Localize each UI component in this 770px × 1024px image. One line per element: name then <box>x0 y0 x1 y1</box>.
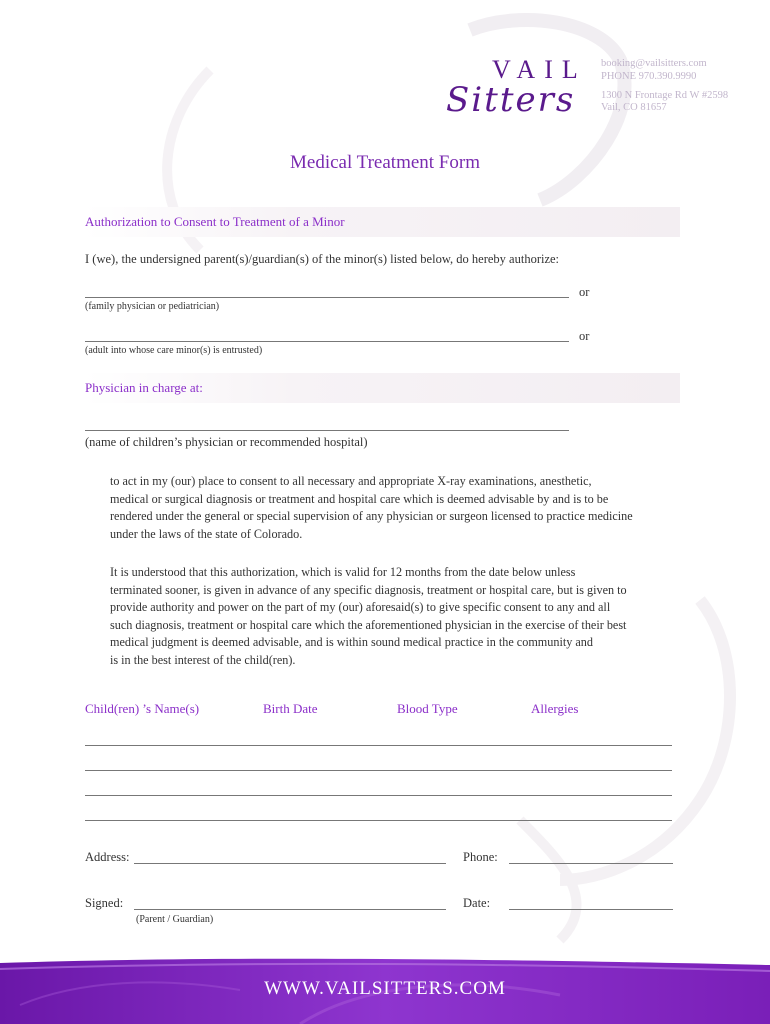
child-row-line[interactable] <box>85 770 672 771</box>
adult-caretaker-field[interactable] <box>85 341 569 342</box>
contact-email: booking@vailsitters.com <box>601 58 707 69</box>
footer-website-link[interactable]: WWW.VAILSITTERS.COM <box>264 978 506 999</box>
signature-field[interactable] <box>134 909 446 910</box>
paragraph-line: rendered under the general or special supervision of any physician or surgeon licensed to practice medicine <box>110 509 633 524</box>
paragraph-line: is in the best interest of the child(ren). <box>110 652 296 667</box>
or-label-1: or <box>579 285 590 299</box>
paragraph-line: terminated sooner, is given in advance of any specific diagnosis, treatment or hospital care, but is given to <box>110 582 627 597</box>
column-header-blood-type: Blood Type <box>397 701 458 716</box>
paragraph-line: such diagnosis, treatment or hospital care which the aforementioned physician in the exercise of their best <box>110 617 627 632</box>
column-header-allergies: Allergies <box>531 701 579 716</box>
physician-field[interactable] <box>85 297 569 298</box>
caption-family-physician: (family physician or pediatrician) <box>85 301 220 312</box>
authorization-paragraph <box>110 473 670 543</box>
phone-field[interactable] <box>509 863 673 864</box>
phone-label: Phone: <box>463 850 498 864</box>
logo-sitters: Sitters <box>446 80 576 120</box>
paragraph-line: provide authority and power on the part of my (our) aforesaid(s) to give specific consent to any and all <box>110 600 611 615</box>
address-field[interactable] <box>134 863 446 864</box>
paragraph-line: medical or surgical diagnosis or treatment and hospital care which is deemed advisable by and is to be <box>110 491 609 506</box>
validity-paragraph <box>110 564 670 670</box>
child-row-line[interactable] <box>85 820 672 821</box>
contact-address-line2: Vail, CO 81657 <box>601 102 667 113</box>
contact-phone: PHONE 970.390.9990 <box>601 71 697 82</box>
child-row-line[interactable] <box>85 795 672 796</box>
date-field[interactable] <box>509 909 673 910</box>
child-row-line[interactable] <box>85 745 672 746</box>
paragraph-line: It is understood that this authorization, which is valid for 12 months from the date below unless <box>110 565 576 579</box>
signed-label: Signed: <box>85 896 124 910</box>
or-label-2: or <box>579 329 590 343</box>
date-label: Date: <box>463 896 491 910</box>
physician-hospital-field[interactable] <box>85 430 569 431</box>
column-header-child-name: Child(ren) ’s Name(s) <box>85 701 200 716</box>
column-header-birth-date: Birth Date <box>263 701 318 716</box>
form-title: Medical Treatment Form <box>290 152 480 173</box>
caption-adult-caretaker: (adult into whose care minor(s) is entrusted) <box>85 345 263 356</box>
intro-text: I (we), the undersigned parent(s)/guardian(s) of the minor(s) listed below, do hereby authorize: <box>85 252 560 266</box>
section-heading-physician: Physician in charge at: <box>85 380 203 395</box>
section-heading-authorization: Authorization to Consent to Treatment of a Minor <box>85 214 345 229</box>
paragraph-line: under the laws of the state of Colorado. <box>110 526 303 541</box>
paragraph-line: medical judgment is deemed advisable, and is within sound medical practice in the community and <box>110 635 593 650</box>
paragraph-line: to act in my (our) place to consent to all necessary and appropriate X-ray examinations, anesthetic, <box>110 474 592 488</box>
caption-physician-hospital: (name of children’s physician or recommended hospital) <box>85 435 368 449</box>
logo-vail: VAIL <box>492 55 587 84</box>
address-label: Address: <box>85 850 130 864</box>
signature-caption: (Parent / Guardian) <box>136 914 214 925</box>
contact-address-line1: 1300 N Frontage Rd W #2598 <box>601 90 729 101</box>
